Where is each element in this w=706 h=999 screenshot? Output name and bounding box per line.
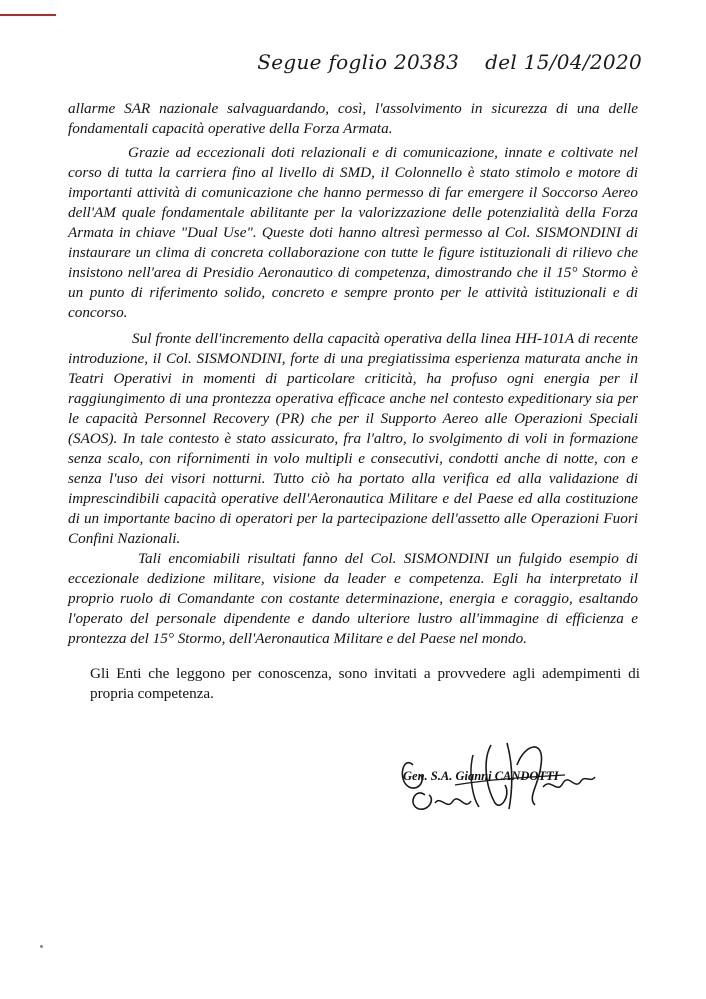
closing-note: Gli Enti che leggono per conoscenza, sono invitati a provvedere agli adempimenti di propria competenza. (90, 665, 640, 702)
paragraph-communication: Grazie ad eccezionali doti relazionali e di comunicazione, innate e coltivate nel corso di tutta la carriera fino al livello di SMD, il Colonnello è stato stimolo e motore di importanti attività di comunicazione che hanno permesso di far emergere il Soccorso Aereo dell'AM quale fondamentale abilitante per la valorizzazione delle potenzialità della Forza Armata in chiave "Dual Use". Queste doti hanno altresì permesso al Col. SISMONDINI di instaurare un clima di concreta collaborazione con tutte le figure istituzionali di rilievo che insistono nell'area di Presidio Aeronautico di competenza, dimostrando che il 15° Stormo è un punto di riferimento solido, concreto e sempre pronto per le attività istituzionali e di concorso. (68, 144, 638, 321)
signature-typed-name: Gen. S.A. Gianni CANDOTTI (403, 769, 559, 783)
margin-dot (40, 945, 43, 948)
corner-mark (0, 14, 56, 16)
paragraph-operational-capacity: Sul fronte dell'incremento della capacità operativa della linea HH-101A di recente introduzione, il Col. SISMONDINI, forte di una pregiatissima esperienza maturata anche in Teatri Operativi in momenti di particolare criticità, ha profuso ogni energia per il raggiungimento di una prontezza operativa efficace anche nel contesto expeditionary sia per le capacità Personnel Recovery (PR) che per il Supporto Aereo alle Operazioni Speciali (SAOS). In tale contesto è stato assicurato, fra l'altro, lo svolgimento di voli in formazione senza scalo, con rifornimenti in volo multipli e consecutivi, condotti anche di notte, con e senza l'uso dei visori notturni. Tutto ciò ha portato alla verifica ed alla validazione di imprescindibili capacità operative dell'Aeronautica Militare e del Paese ed alla costituzione di un importante bacino di operatori per la partecipazione dell'assetto alle Operazioni Fuori Confini Nazionali. (68, 330, 638, 547)
paragraph-continuation: allarme SAR nazionale salvaguardando, così, l'assolvimento in sicurezza di una delle fondamentali capacità operative della Forza Armata. (68, 100, 638, 137)
date-label: del 15/04/2020 (485, 50, 642, 74)
signature-block (395, 725, 605, 830)
sheet-label: Segue foglio 20383 (257, 50, 460, 74)
handwritten-header (257, 50, 642, 74)
paragraph-results: Tali encomiabili risultati fanno del Col. SISMONDINI un fulgido esempio di eccezionale dedizione militare, visione da leader e competenza. Egli ha interpretato il proprio ruolo di Comandante con costante determinazione, energia e coraggio, esaltando l'operato del personale dipendente e dando ulteriore lustro all'immagine di efficienza e prontezza del 15° Stormo, dell'Aeronautica Militare e del Paese nel mondo. (68, 550, 638, 647)
